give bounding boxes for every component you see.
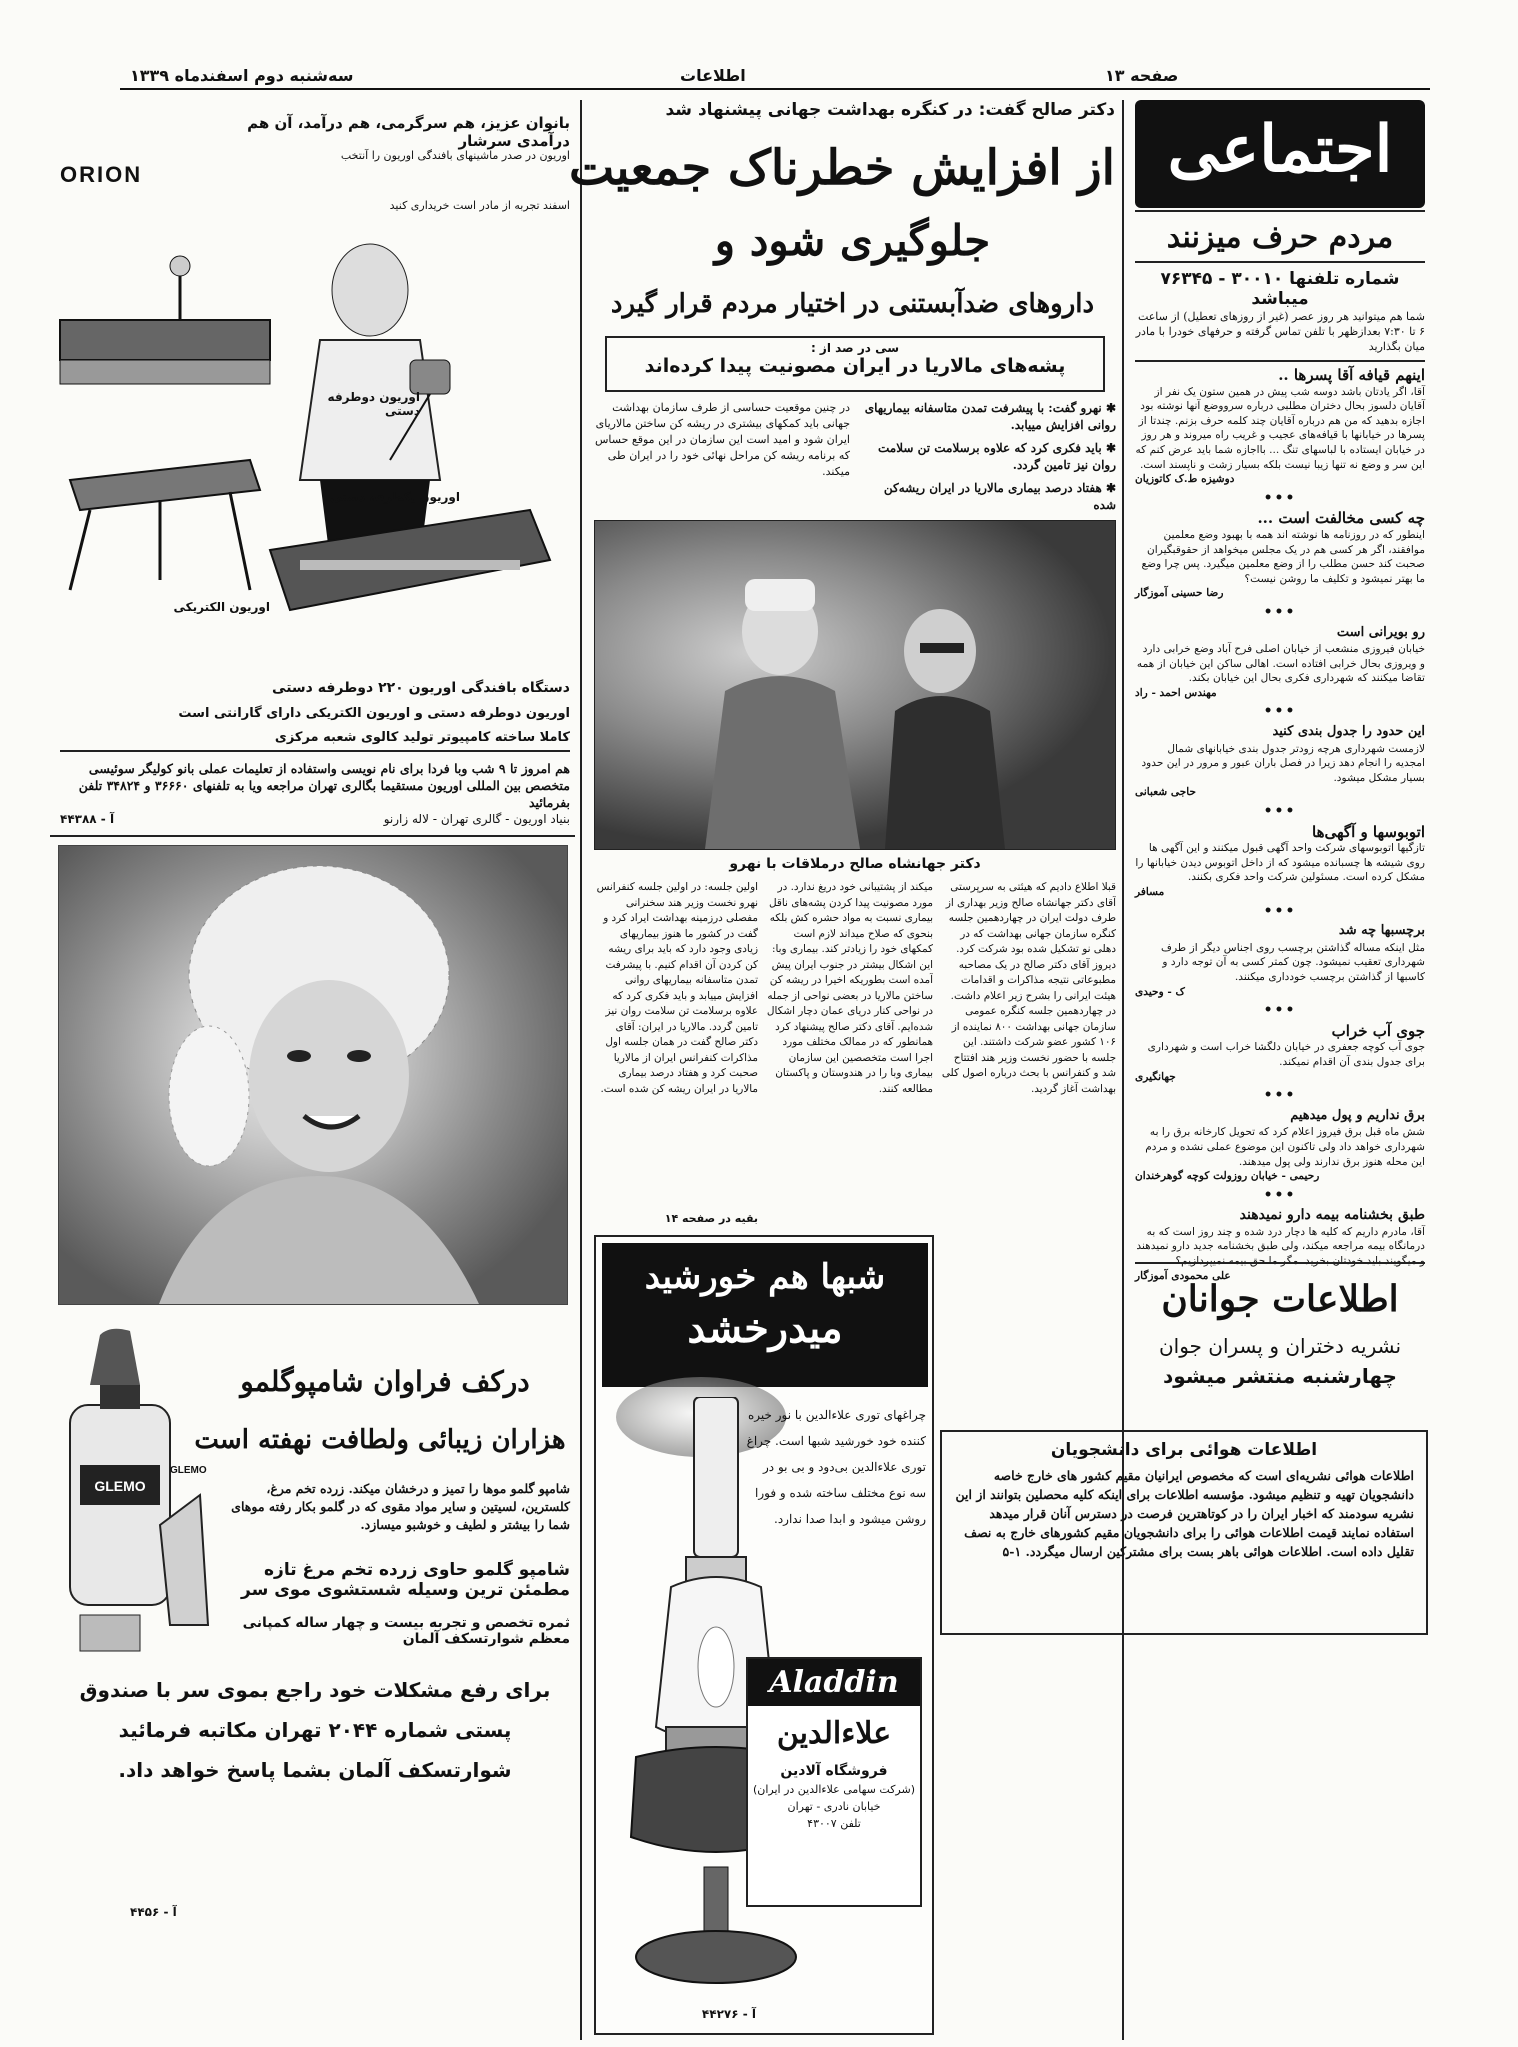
separator: ••• xyxy=(1263,703,1297,720)
photo-caption: دکتر جهانشاه صالح درملاقات با نهرو xyxy=(729,856,981,872)
youth-sub2: چهارشنبه منتشر میشود xyxy=(1163,1364,1397,1388)
phone-line: شماره تلفنها ۳۰۰۱۰ - ۷۶۳۴۵ میباشد xyxy=(1160,269,1400,309)
shampoo-code: آ - ۴۴۵۶ xyxy=(130,1905,177,1919)
youth-sub1: نشریه دختران و پسران جوان xyxy=(1158,1334,1402,1358)
letter-sign: حاجی شعبانی xyxy=(1135,786,1197,799)
students-box xyxy=(940,1430,1428,1635)
aladdin-company: (شرکت سهامی علاءالدین در ایران) xyxy=(752,1783,916,1796)
story-lead: در چنین موقعیت حساسی از طرف سازمان بهداشت جهانی باید کمکهای بیشتری در ریشه کن ساختن مالاریای ایران شود و امید است این سازمان در این موقع حساس که برنامه ریشه کن مراحل نهائی خود را در ایران طی میکند. xyxy=(595,401,850,478)
letter-item xyxy=(1135,511,1425,601)
divider xyxy=(1135,210,1425,212)
youth-title: اطلاعات جوانان xyxy=(1161,1278,1399,1320)
headline-2: جلوگیری شود و xyxy=(714,216,991,265)
orion-info1: هم امروز تا ۹ شب وبا فردا برای نام نویسی واستفاده از تعلیمات عملی بانو کولیگر سوئیسی متخصص بین المللی اوریون مستقیما بگالری تهران مراجعه ویا به تلفنهای ۳۶۶۶۰ و ۳۴۸۲۴ تلفن بفرمائید xyxy=(78,761,570,810)
masthead-page: صفحه ۱۳ xyxy=(1105,66,1179,85)
letter-item xyxy=(1135,924,1425,999)
separator: ••• xyxy=(1263,1002,1297,1019)
knitting-machines xyxy=(50,230,575,660)
malaria-box-top: سی در صد از : xyxy=(810,341,900,355)
masthead-date: سه‌شنبه دوم اسفندماه ۱۳۳۹ xyxy=(130,66,354,85)
aladdin-address: خیابان نادری - تهران xyxy=(787,1800,881,1813)
shampoo-product: GLEMO xyxy=(170,1465,207,1476)
letter-title: اتوبوسها و آگهی‌ها xyxy=(1312,822,1425,841)
divider xyxy=(1135,1262,1425,1264)
separator: ••• xyxy=(1263,803,1297,820)
letter-title: رو بویرانی است xyxy=(1336,624,1425,640)
story-bullets xyxy=(858,400,1116,510)
svg-text:GLEMO: GLEMO xyxy=(94,1478,146,1494)
letter-text: آقا، مادرم داریم که کلیه ها دچار درد شده و چند روز است که به درمانگاه بیمه مراجعه میکند، ولی طبق بخشنامه جدید دارو نمیدهند xyxy=(1136,1225,1425,1253)
shampoo-photo xyxy=(58,845,568,1305)
shampoo-text-3: ثمره تخصص و تجربه بیست و چهار ساله کمپانی معظم شوارتسکف آلمان xyxy=(242,1615,570,1647)
separator: ••• xyxy=(1263,603,1297,620)
shampoo-text-1: شامپو گلمو موها را تمیز و درخشان میکند. زرده تخم مرغ، کلسترین، لسیتین و سایر مواد مقوی که در گلمو بکار رفته موهای شما را بیشتر و لطیف و خوشبو میسازد. xyxy=(231,1481,570,1532)
letter-title: برق نداریم و پول میدهیم xyxy=(1290,1107,1425,1123)
people-column xyxy=(1135,214,1425,1282)
orion-ad xyxy=(50,100,575,830)
separator: ••• xyxy=(1263,1087,1297,1104)
letter-text: لازمست شهرداری هرچه زودتر جدول بندی خیابانهای شمال امجدیه را انجام دهد زیرا در فصل باران عبور و مرور در این حدود بسیار مشکل میشود. xyxy=(1141,742,1425,784)
orion-info2: بنیاد اوریون - گالری تهران - لاله زارنو xyxy=(383,812,570,826)
letter-text: خیابان فیروزی منشعب از خیابان اصلی فرح آباد وضع خرابی دارد و ویروزی بحال خرابی افتاده است. اهالی ساکن این خیابان از همه تقاضا میکنند که شهرداری فکری بحال این خیابان بکند. xyxy=(1136,643,1425,685)
shampoo-text-2: شامپو گلمو حاوی زرده تخم مرغ تازه مطمئن ترین وسیله شستشوی موی سر xyxy=(241,1560,570,1600)
story-col-b: میکند از پشتیبانی خود دریغ ندارد. در مورد مصونیت پیدا کردن پشه‌های ناقل بیماری نسبت به مواد حشره کش بلکه بنحوی که صلاح میداند لازم است کمکهای خود را زیادتر کند. بیماری وبا: این اشکال بیشتر در جنوب ایران پیش آمده است بطوریکه اخیرا در ریشه کن ساختن مالاریا در بعضی نواحی از جمله در نواحی کنار دریای عمان دچار اشکال شده‌ایم. آقای دکتر صالح پیشنهاد کرد همانطور که در ممالک مختلف مورد اجرا است متخصصین این سازمان بیماری وبا را در هندوستان و پاکستان مطالعه کنند. xyxy=(766,881,933,1095)
headline-3: داروهای ضدآبستنی در اختیار مردم قرار گیرد xyxy=(610,289,1095,319)
aladdin-brand-fa: علاءالدین xyxy=(776,1716,892,1751)
shampoo-headline-2: هزاران زیبائی ولطافت نهفته است xyxy=(194,1425,566,1455)
phone-text: شما هم میتوانید هر روز عصر (غیر از روزهای تعطیل) از ساعت ۶ تا ۷:۳۰ بعدازظهر با تلفن تماس گرفته و حرفهای خودرا با مادر میان بگذارید xyxy=(1135,309,1425,362)
column-rule xyxy=(580,100,582,2040)
column-rule xyxy=(1122,100,1124,2040)
lamp-ad-header xyxy=(602,1243,928,1387)
separator: ••• xyxy=(1263,902,1297,919)
divider xyxy=(50,835,575,837)
lamp-ad-code: آ - ۴۴۲۷۶ xyxy=(701,2007,756,2021)
story-kicker: دکتر صالح گفت: در کنگره بهداشت جهانی پیشنهاد شد xyxy=(665,100,1115,120)
letter-title: جوی آب خراب xyxy=(1331,1021,1425,1040)
youth-box xyxy=(1135,1268,1425,1418)
separator: ••• xyxy=(1263,489,1297,506)
letter-item xyxy=(1135,725,1425,800)
shampoo-bottles xyxy=(50,1325,210,1655)
aladdin-brand-en: Aladdin xyxy=(748,1659,920,1706)
woman-illustration xyxy=(59,846,567,1304)
story-bullet: ✱ نهرو گفت: با پیشرفت تمدن متاسفانه بیماریهای روانی افزایش مییابد. xyxy=(864,401,1116,432)
orion-label1: اوریون دوطرفه دستی xyxy=(327,390,420,418)
story-bullet: ✱ باید فکری کرد که علاوه برسلامت تن سلامت روان نیز تامین گردد. xyxy=(877,441,1116,472)
letter-title: اینهم قیافه آقا پسرها .. xyxy=(1278,366,1425,384)
letter-sign: رضا حسینی آموزگار xyxy=(1135,587,1224,600)
letter-text: مثل اینکه مساله گذاشتن برچسب روی اجناس دیگر از طرف شهرداری تعقیب نمیشود. چون کمتر کسی به آن توجه دارد و کاسبها از گذاشتن برچسب خودداری میکنند. xyxy=(1160,941,1425,983)
lamp-headline-1: شبها هم خورشید xyxy=(644,1257,886,1297)
letter-sign: دوشیزه ط.ک کاتوزیان xyxy=(1135,473,1235,486)
letter-title: برچسبها چه شد xyxy=(1338,923,1425,939)
letter-text: جوی آب کوچه جعفری در خیابان دلگشا خراب است و شهرداری برای جدول بندی آن اقدام نمیکند. xyxy=(1147,1041,1425,1068)
masthead xyxy=(120,62,1430,90)
continued-note: بقیه در صفحه ۱۴ xyxy=(664,1212,758,1225)
orion-bottom1: دستگاه بافندگی اوریون ۲۲۰ دوطرفه دستی xyxy=(272,680,570,696)
orion-brand: ORION xyxy=(60,162,143,187)
story-col-a: قبلا اطلاع دادیم که هیئتی به سرپرستی آقای دکتر جهانشاه صالح وزیر بهداری از طرف دولت ایران در چهاردهمین جلسه کنگره سازمان جهانی بهداشت که در دهلی نو تشکیل شده بود شرکت کرد. دیروز آقای دکتر صالح در یک مصاحبه مطبوعاتی نتیجه مذاکرات و اقدامات هیئت ایرانی را بشرح زیر اعلام داشت. در چهاردهمین جلسه کنگره عمومی سازمان جهانی بهداشت ۸۰۰ نماینده از ۱۰۶ کشور عضو شرکت داشتند. این جلسه با حضور نخست وزیر هند افتتاح شد و کنفرانس با بحث درباره اصول کلی بهداشت آغاز گردید. xyxy=(941,881,1116,1095)
students-text: اطلاعات هوائی نشریه‌ای است که مخصوص ایرانیان مقیم کشور های خارج خاصه دانشجویان تهیه و تنظیم میشود. مؤسسه اطلاعات برای اینکه کلیه محصلین بتوانند از این نشریه سودمند که اخبار ایران را در کوتاهترین فرصت در دسترس آنان قرار میدهد استفاده نمایند قیمت اطلاعات هوائی را برای دانشجویان مقیم کشورهای خارج به نصف تقلیل داده است. اطلاعات هوائی باهر بست برای مشترکین ارسال میگردد. ۱-۵ xyxy=(955,1468,1414,1559)
letter-title: طبق بخشنامه بیمه دارو نمیدهند xyxy=(1239,1207,1425,1224)
students-title: اطلاعات هوائی برای دانشجویان xyxy=(1050,1440,1318,1460)
letter-sign: ک - وحیدی xyxy=(1135,985,1185,998)
orion-code: آ - ۴۴۳۸۸ xyxy=(60,812,115,826)
orion-label2: اوریون یکطرفه دستی xyxy=(330,490,460,504)
orion-bottom3: کاملا ساخته کامپیوتر تولید کالوی شعبه مرکزی xyxy=(60,730,570,752)
masthead-paper: اطلاعات xyxy=(680,66,746,85)
letter-text: آقا، اگر یادتان باشد دوسه شب پیش در همین ستون یک نفر از آقایان دلسوز بحال دختران مطلبی درباره سرووضع آنها نوشته بود اجازه بدهید که من هم درباره آقایان چند کلمه حرف بزنم. چندتا از پسرها در خیابانها با قیافه‌های عجیب و غریب راه میروند و هر روز در خیابان ایستاده با لباسهای تنگ ... بااجازه شما باید عرض کنم که این سر و وضع نه تنها زیبا نیست بلکه بسیار زشت و ناپسند است. xyxy=(1135,385,1425,471)
letter-text: اینطور که در روزنامه ها نوشته اند همه با بهبود وضع معلمین موافقند، اگر هر کسی هم در یک مجلس میخواهد از حقوقبگیران صحبت کند حسن مطلب را از وضع معلمین میگیرد. پس چرا وضع ما بهتر نمیشود و تکلیف ما روشن نیست؟ xyxy=(1141,528,1425,585)
section-banner xyxy=(1135,100,1425,208)
malaria-box-main: پشه‌های مالاریا در ایران مصونیت پیدا کرده‌اند xyxy=(644,355,1066,377)
lamp-ad xyxy=(594,1235,934,2035)
aladdin-box xyxy=(746,1657,922,1907)
letter-sign: مهندس احمد - راد xyxy=(1135,686,1217,699)
orion-bottom2: اوریون دوطرفه دستی و اوریون الکتریکی دارای گارانتی است xyxy=(178,706,570,721)
photo-figures xyxy=(595,521,1115,849)
orion-label3: اوریون الکتریکی xyxy=(173,600,270,614)
orion-line1: اوریون در صدر ماشینهای بافندگی اوریون را آنتخب xyxy=(340,149,570,162)
letters-list xyxy=(1135,368,1425,1283)
shampoo-ad xyxy=(50,1315,575,2035)
story-col-b2: اولین جلسه: در اولین جلسه کنفرانس نهرو نخست وزیر هند سخنرانی مفصلی درزمینه بهداشت ایراد کرد و گفت در کشور ما هنوز بیماریهای زیادی وجود دارد که باید برای ریشه کن کردن آن اقدام کنیم. با پیشرفت تمدن متاسفانه بیماریهای روانی افزایش مییابد و باید فکری کرد که علاوه برسلامت تن سلامت روان نیز تامین گردد. مالاریا در ایران: آقای دکتر صالح گفت در همان جلسه اول مذاکرات کنفرانس ایران از مالاریا صحبت کرد و هفتاد درصد بیماری مالاریا در ایران ریشه کن شده است. xyxy=(596,881,758,1095)
letter-item xyxy=(1135,822,1425,900)
orion-line2: اسفند تجربه از مادر است خریداری کنید xyxy=(389,199,570,212)
shampoo-footer: برای رفع مشکلات خود راجع بموی سر با صندوق پستی شماره ۲۰۴۴ تهران مکاتبه فرمائید شوارتسکف آلمان بشما پاسخ خواهد داد. xyxy=(79,1678,551,1782)
letter-title: چه کسی مخالفت است ... xyxy=(1257,509,1425,528)
letter-item xyxy=(1135,1021,1425,1084)
aladdin-phone: تلفن ۴۳۰۰۷ xyxy=(807,1817,861,1830)
letter-item xyxy=(1135,368,1425,487)
letter-text: تازگیها اتوبوسهای شرکت واحد آگهی قبول میکنند و این آگهی ها روی شیشه ها چسبانده میشود که از داخل اتوبوس دیدن خیابانها را مشکل کرده است. مسئولین شرکت واحد فکری بکنند. xyxy=(1135,842,1425,884)
aladdin-store: فروشگاه آلادین xyxy=(780,1763,888,1779)
headline-1: از افزایش خطرناک جمعیت xyxy=(569,140,1115,196)
letter-sign: علی محمودی آموزگار xyxy=(1135,1269,1231,1282)
people-column-title: مردم حرف میزنند xyxy=(1135,214,1425,263)
separator: ••• xyxy=(1263,1186,1297,1203)
lamp-headline-2: میدرخشد xyxy=(687,1305,843,1352)
letter-item xyxy=(1135,626,1425,701)
letter-sign: مسافر xyxy=(1135,886,1165,898)
letter-text: شش ماه قبل برق فیروز اعلام کرد که تحویل کارخانه برق را به شهرداری خواهد داد ولی تاکنون این موضوع عملی نشده و مردم این محله هنوز برق ندارند ولی پول میدهند. xyxy=(1145,1126,1425,1168)
letter-sign: جهانگیری xyxy=(1135,1070,1176,1083)
letter-sign: رحیمی - خیابان روزولت کوچه گوهرخندان xyxy=(1135,1170,1320,1183)
shampoo-headline-1: درکف فراوان شامپوگلمو xyxy=(240,1365,530,1398)
malaria-box xyxy=(605,336,1105,392)
orion-slogan: بانوان عزیز، هم سرگرمی، هم درآمد، آن هم درآمدی سرشار xyxy=(247,114,570,150)
lamp-text: چراغهای توری علاءالدین با نور خیره کننده خود خورشید شبها است. چراغ توری علاءالدین بی‌دود و بی بو در سه نوع مختلف ساخته شده و فورا روشن میشود و ابدا صدا ندارد. xyxy=(746,1408,926,1526)
section-title: اجتماعی xyxy=(1167,112,1393,187)
nehru-photo xyxy=(594,520,1116,850)
letter-item xyxy=(1135,1109,1425,1184)
story-bullet: ✱ هفتاد درصد بیماری مالاریا در ایران ریشه‌کن شده xyxy=(883,481,1116,512)
letter-title: این حدود را جدول بندی کنید xyxy=(1272,724,1425,740)
